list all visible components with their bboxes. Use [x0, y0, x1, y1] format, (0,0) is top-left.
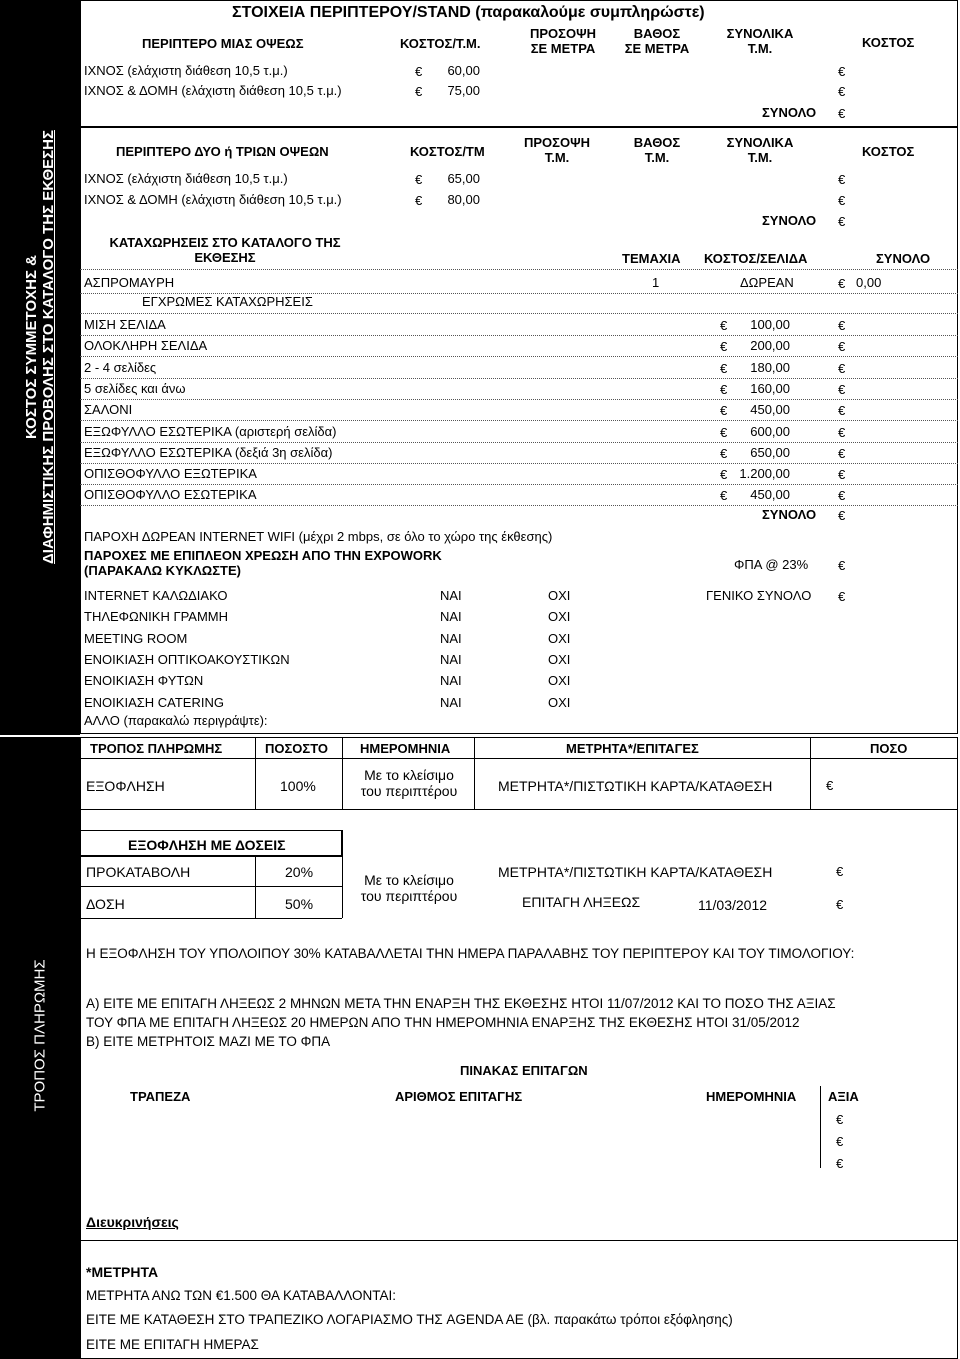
sidebar-payment [0, 737, 80, 1359]
extras-other-label: ΑΛΛΟ (παρακαλώ περιγράψτε): [84, 713, 268, 728]
one-side-cost-col-header: ΚΟΣΤΟΣ [862, 35, 915, 50]
two-three-side-depth-header: ΒΑΘΟΣ Τ.Μ. [633, 135, 681, 165]
one-side-cost-header: ΚΟΣΤΟΣ/Τ.Μ. [400, 36, 481, 51]
euro-icon: € [720, 381, 728, 397]
clarifications-line2: ΕΙΤΕ ΜΕ ΚΑΤΑΘΕΣΗ ΣΤΟ ΤΡΑΠΕΖΙΚΟ ΛΟΓΑΡΙΑΣΜΟ ΤΗΣ AGENDA AE (βλ. παρακάτω τρόποι εξόφλησης) [86, 1312, 733, 1327]
cheques-title: ΠΙΝΑΚΑΣ ΕΠΙΤΑΓΩΝ [460, 1063, 588, 1078]
option-a-line2: ΤΟΥ ΦΠΑ ΜΕ ΕΠΙΤΑΓΗ ΛΗΞΕΩΣ 20 ΗΜΕΡΩΝ ΑΠΟ ΤΗΝ ΗΜΕΡΟΜΗΝΙΑ ΕΝΑΡΞΗΣ ΤΗΣ ΕΚΘΕΣΗΣ ΗΤΟΙ 31/05/2012 [86, 1015, 800, 1030]
divider [80, 313, 958, 314]
euro-icon: € [836, 897, 844, 912]
payment-date-header: ΗΜΕΡΟΜΗΝΙΑ [360, 741, 451, 756]
vat-label: ΦΠΑ @ 23% [734, 557, 809, 572]
extras-header: ΠΑΡΟΧΕΣ ΜΕ ΕΠΙΠΛΕΟΝ ΧΡΕΩΣΗ ΑΠΟ ΤΗΝ EXPOWORK (ΠΑΡΑΚΑΛΩ ΚΥΚΛΩΣΤΕ) [84, 548, 442, 578]
divider [255, 856, 256, 918]
euro-icon: € [826, 778, 834, 793]
catalog-row-label: ΕΞΩΦΥΛΛΟ ΕΣΩΤΕΡΙΚΑ (αριστερή σελίδα) [84, 423, 337, 439]
divider [80, 505, 958, 506]
extras-yes-option[interactable]: ΝΑΙ [440, 630, 462, 646]
cheques-number-header: ΑΡΙΘΜΟΣ ΕΠΙΤΑΓΗΣ [395, 1089, 523, 1104]
extras-item-label: MEETING ROOM [84, 630, 188, 646]
euro-icon: € [838, 106, 846, 121]
euro-icon: € [838, 424, 846, 440]
euro-icon: € [838, 318, 846, 333]
euro-icon: € [838, 276, 846, 291]
divider [80, 420, 958, 421]
divider [474, 737, 475, 809]
two-three-side-row-price: 80,00 [447, 192, 480, 207]
sidebar-participation-line1: ΚΟΣΤΟΣ ΣΥΜΜΕΤΟΧΗΣ & [23, 255, 40, 439]
payment-percent-header: ΠΟΣΟΣΤΟ [265, 741, 329, 756]
catalog-row-label: ΕΞΩΦΥΛΛΟ ΕΣΩΤΕΡΙΚΑ (δεξιά 3η σελίδα) [84, 444, 333, 460]
catalog-row-label: 2 - 4 σελίδες [84, 359, 157, 375]
extras-item-label: ΕΝΟΙΚΙΑΣΗ ΟΠΤΙΚΟΑΚΟΥΣΤΙΚΩΝ [84, 651, 290, 667]
full-payment-percent: 100% [280, 778, 316, 794]
payment-cash-header: ΜΕΤΡΗΤΑ*/ΕΠΙΤΑΓΕΣ [566, 741, 699, 756]
euro-icon: € [838, 403, 846, 419]
catalog-row-label: ΟΠΙΣΘΟΦΥΛΛΟ ΕΞΩΤΕΡΙΚΑ [84, 466, 257, 482]
euro-icon: € [838, 589, 846, 604]
extras-no-option[interactable]: ΟΧΙ [548, 673, 571, 689]
page-title: ΣΤΟΙΧΕΙΑ ΠΕΡΙΠΤΕΡΟΥ/STAND (παρακαλούμε συμπληρώστε) [232, 4, 705, 21]
catalog-row-price: 450,00 [750, 487, 790, 503]
one-side-row-label: ΙΧΝΟΣ & ΔΟΜΗ (ελάχιστη διάθεση 10,5 τ.μ.) [84, 83, 342, 98]
extras-yes-option[interactable]: ΝΑΙ [440, 673, 462, 689]
one-side-total-sqm-header: ΣΥΝΟΛΙΚΑ Τ.Μ. [726, 26, 794, 56]
option-b: Β) ΕΙΤΕ ΜΕΤΡΗΤΟΙΣ ΜΑΖΙ ΜΕ ΤΟ ΦΠΑ [86, 1034, 331, 1049]
divider [255, 737, 256, 809]
installment-method: ΕΠΙΤΑΓΗ ΛΗΞΕΩΣ [522, 894, 641, 910]
catalog-row-price: 180,00 [750, 359, 790, 375]
euro-icon: € [415, 84, 423, 99]
extras-yes-option[interactable]: ΝΑΙ [440, 609, 462, 625]
catalog-row-price: 650,00 [750, 444, 790, 460]
euro-icon: € [720, 467, 728, 483]
euro-icon: € [720, 360, 728, 376]
two-three-side-row-label: ΙΧΝΟΣ & ΔΟΜΗ (ελάχιστη διάθεση 10,5 τ.μ.) [84, 192, 342, 207]
catalog-bw-qty: 1 [652, 275, 660, 290]
two-three-side-front-header: ΠΡΟΣΟΨΗ Τ.Μ. [524, 135, 590, 165]
cash-title: *ΜΕΤΡΗΤΑ [86, 1264, 159, 1280]
one-side-row-price: 75,00 [447, 83, 480, 98]
down-payment-label: ΠΡΟΚΑΤΑΒΟΛΗ [86, 864, 191, 880]
extras-yes-option[interactable]: ΝΑΙ [440, 651, 462, 667]
euro-icon: € [838, 193, 846, 208]
full-payment-label: ΕΞΟΦΛΗΣΗ [86, 778, 165, 794]
divider [80, 378, 958, 379]
euro-icon: € [838, 64, 846, 79]
option-a-line1: Α) ΕΙΤΕ ΜΕ ΕΠΙΤΑΓΗ ΛΗΞΕΩΣ 2 ΜΗΝΩΝ ΜΕΤΑ ΤΗΝ ΕΝΑΡΞΗ ΤΗΣ ΕΚΘΕΣΗΣ ΗΤΟΙ 11/07/2012 ΚΑΙ ΤΟ ΠΟΣΟ ΤΗΣ ΑΞΙΑΣ [86, 996, 836, 1011]
euro-icon: € [415, 172, 423, 187]
two-three-side-row-price: 65,00 [447, 171, 480, 186]
extras-yes-option[interactable]: ΝΑΙ [440, 588, 462, 603]
catalog-row-price: 600,00 [750, 423, 790, 439]
euro-icon: € [836, 864, 844, 879]
extras-no-option[interactable]: ΟΧΙ [548, 609, 571, 625]
cheques-value-header: ΑΞΙΑ [828, 1089, 859, 1104]
payment-amount-header: ΠΟΣΟ [870, 741, 908, 756]
catalog-bw-label: ΑΣΠΡΟΜΑΥΡΗ [84, 275, 175, 290]
euro-icon: € [720, 488, 728, 504]
divider [80, 886, 342, 887]
installment-date: 11/03/2012 [698, 897, 768, 913]
installments-date-note: Με το κλείσιμο του περιπτέρου [360, 872, 458, 905]
catalog-row-price: 450,00 [750, 402, 790, 418]
euro-icon: € [838, 339, 846, 355]
grand-total-label: ΓΕΝΙΚΟ ΣΥΝΟΛΟ [706, 588, 812, 603]
euro-icon: € [838, 214, 846, 229]
euro-icon: € [720, 424, 728, 440]
catalog-bw-cost: ΔΩΡΕΑΝ [740, 275, 794, 290]
euro-icon: € [838, 445, 846, 461]
payment-method-header: ΤΡΟΠΟΣ ΠΛΗΡΩΜΗΣ [90, 741, 223, 756]
divider [80, 269, 958, 270]
divider [810, 737, 811, 809]
extras-item-label: INTERNET ΚΑΛΩΔΙΑΚΟ [84, 588, 228, 603]
euro-icon: € [720, 318, 728, 333]
one-side-header: ΠΕΡΙΠΤΕΡΟ ΜΙΑΣ ΟΨΕΩΣ [142, 36, 304, 51]
installment-percent: 50% [285, 896, 314, 912]
cheques-bank-header: ΤΡΑΠΕΖΑ [130, 1089, 191, 1104]
euro-icon: € [720, 339, 728, 355]
divider [80, 442, 958, 443]
extras-no-option[interactable]: ΟΧΙ [548, 588, 571, 603]
catalog-qty-header: ΤΕΜΑΧΙΑ [622, 251, 681, 266]
divider [80, 918, 342, 919]
one-side-total-label: ΣΥΝΟΛΟ [762, 105, 817, 120]
divider [80, 856, 342, 857]
extras-item-label: ΤΗΛΕΦΩΝΙΚΗ ΓΡΑΜΜΗ [84, 609, 229, 625]
euro-icon: € [838, 558, 846, 573]
full-payment-method: ΜΕΤΡΗΤΑ*/ΠΙΣΤΩΤΙΚΗ ΚΑΡΤΑ/ΚΑΤΑΘΕΣΗ [498, 778, 773, 794]
catalog-row-label: 5 σελίδες και άνω [84, 380, 186, 396]
two-three-side-total-label: ΣΥΝΟΛΟ [762, 213, 817, 228]
euro-icon: € [838, 488, 846, 504]
installment-label: ΔΟΣΗ [86, 896, 125, 912]
catalog-row-price: 100,00 [750, 317, 790, 332]
divider [820, 1086, 821, 1168]
extras-item-label: ΕΝΟΙΚΙΑΣΗ ΦΥΤΩΝ [84, 673, 204, 689]
full-payment-date-note: Με το κλείσιμο του περιπτέρου [360, 767, 458, 800]
two-three-side-header: ΠΕΡΙΠΤΕΡΟ ΔΥΟ ή ΤΡΙΩΝ ΟΨΕΩΝ [116, 144, 329, 159]
euro-icon: € [836, 1134, 844, 1149]
clarifications-line3: ΕΙΤΕ ΜΕ ΕΠΙΤΑΓΗ ΗΜΕΡΑΣ [86, 1337, 259, 1352]
divider [80, 1240, 958, 1241]
divider [80, 758, 958, 759]
down-payment-method: ΜΕΤΡΗΤΑ*/ΠΙΣΤΩΤΙΚΗ ΚΑΡΤΑ/ΚΑΤΑΘΕΣΗ [498, 864, 773, 880]
sidebar-participation [0, 0, 80, 735]
wifi-note: ΠΑΡΟΧΗ ΔΩΡΕΑΝ INTERNET WIFI (μέχρι 2 mbps, σε όλο το χώρο της έκθεσης) [84, 529, 553, 544]
sidebar-participation-line2: ΔΙΑΦΗΜΙΣΤΙΚΗΣ ΠΡΟΒΟΛΗΣ ΣΤΟ ΚΑΤΑΛΟΓΟ ΤΗΣ ΕΚΘΕΣΗΣ [40, 130, 57, 564]
euro-icon: € [838, 172, 846, 187]
one-side-row-price: 60,00 [447, 63, 480, 78]
clarifications-line1: ΜΕΤΡΗΤΑ ΑΝΩ ΤΩΝ €1.500 ΘΑ ΚΑΤΑΒΑΛΛΟΝΤΑΙ: [86, 1288, 397, 1303]
divider [342, 737, 343, 809]
divider [342, 830, 343, 918]
euro-icon: € [720, 403, 728, 419]
divider [80, 463, 958, 464]
down-payment-percent: 20% [285, 864, 314, 880]
cheques-date-header: ΗΜΕΡΟΜΗΝΙΑ [706, 1089, 797, 1104]
euro-icon: € [838, 360, 846, 376]
euro-icon: € [838, 381, 846, 397]
catalog-row-label: ΜΙΣΗ ΣΕΛΙΔΑ [84, 317, 166, 332]
catalog-bw-total: 0,00 [856, 275, 882, 290]
divider [80, 126, 958, 128]
two-three-side-row-label: ΙΧΝΟΣ (ελάχιστη διάθεση 10,5 τ.μ.) [84, 171, 288, 186]
clarifications-title: Διευκρινήσεις [86, 1214, 179, 1230]
catalog-total-header: ΣΥΝΟΛΟ [876, 251, 931, 266]
one-side-depth-header: ΒΑΘΟΣ ΣΕ ΜΕΤΡΑ [624, 26, 690, 56]
catalog-total-label: ΣΥΝΟΛΟ [762, 507, 817, 522]
euro-icon: € [836, 1112, 844, 1127]
installments-header: ΕΞΟΦΛΗΣΗ ΜΕ ΔΟΣΕΙΣ [128, 837, 286, 853]
divider [80, 484, 958, 485]
euro-icon: € [720, 445, 728, 461]
catalog-row-price: 160,00 [750, 380, 790, 396]
catalog-row-label: ΟΠΙΣΘΟΦΥΛΛΟ ΕΣΩΤΕΡΙΚΑ [84, 487, 257, 503]
extras-item-label: ΕΝΟΙΚΙΑΣΗ CATERING [84, 694, 224, 710]
remaining-note: Η ΕΞΟΦΛΗΣΗ ΤΟΥ ΥΠΟΛΟΙΠΟΥ 30% ΚΑΤΑΒΑΛΛΕΤΑΙ ΤΗΝ ΗΜΕΡΑ ΠΑΡΑΛΑΒΗΣ ΤΟΥ ΠΕΡΙΠΤΕΡΟΥ ΚΑΙ ΤΟΥ ΤΙΜΟΛΟΓΙΟΥ: [86, 946, 855, 961]
one-side-row-label: ΙΧΝΟΣ (ελάχιστη διάθεση 10,5 τ.μ.) [84, 63, 288, 78]
euro-icon: € [838, 508, 846, 523]
euro-icon: € [415, 64, 423, 79]
catalog-row-label: ΟΛΟΚΛΗΡΗ ΣΕΛΙΔΑ [84, 338, 208, 354]
divider [80, 356, 958, 357]
two-three-side-cost-header: ΚΟΣΤΟΣ/ΤΜ [410, 144, 485, 159]
catalog-row-price: 1.200,00 [739, 466, 790, 482]
one-side-front-header: ΠΡΟΣΟΨΗ ΣΕ ΜΕΤΡΑ [530, 26, 596, 56]
euro-icon: € [415, 193, 423, 208]
euro-icon: € [836, 1156, 844, 1171]
extras-no-option[interactable]: ΟΧΙ [548, 630, 571, 646]
catalog-row-price: 200,00 [750, 338, 790, 354]
divider [80, 335, 958, 336]
extras-no-option[interactable]: ΟΧΙ [548, 651, 571, 667]
extras-yes-option[interactable]: ΝΑΙ [440, 694, 462, 710]
sidebar-payment-label: ΤΡΟΠΟΣ ΠΛΗΡΩΜΗΣ [31, 959, 49, 1112]
catalog-cost-page-header: ΚΟΣΤΟΣ/ΣΕΛΙΔΑ [704, 251, 808, 266]
divider [80, 809, 958, 810]
euro-icon: € [838, 467, 846, 483]
catalog-header: ΚΑΤΑΧΩΡΗΣΕΙΣ ΣΤΟ ΚΑΤΑΛΟΓΟ ΤΗΣ ΕΚΘΕΣΗΣ [109, 235, 341, 265]
catalog-color-header: ΕΓΧΡΩΜΕΣ ΚΑΤΑΧΩΡΗΣΕΙΣ [142, 294, 313, 309]
extras-no-option[interactable]: ΟΧΙ [548, 694, 571, 710]
divider [80, 399, 958, 400]
euro-icon: € [838, 84, 846, 99]
two-three-side-total-sqm-header: ΣΥΝΟΛΙΚΑ Τ.Μ. [726, 135, 794, 165]
catalog-row-label: ΣΑΛΟΝΙ [84, 402, 133, 418]
two-three-side-cost-col-header: ΚΟΣΤΟΣ [862, 144, 915, 159]
